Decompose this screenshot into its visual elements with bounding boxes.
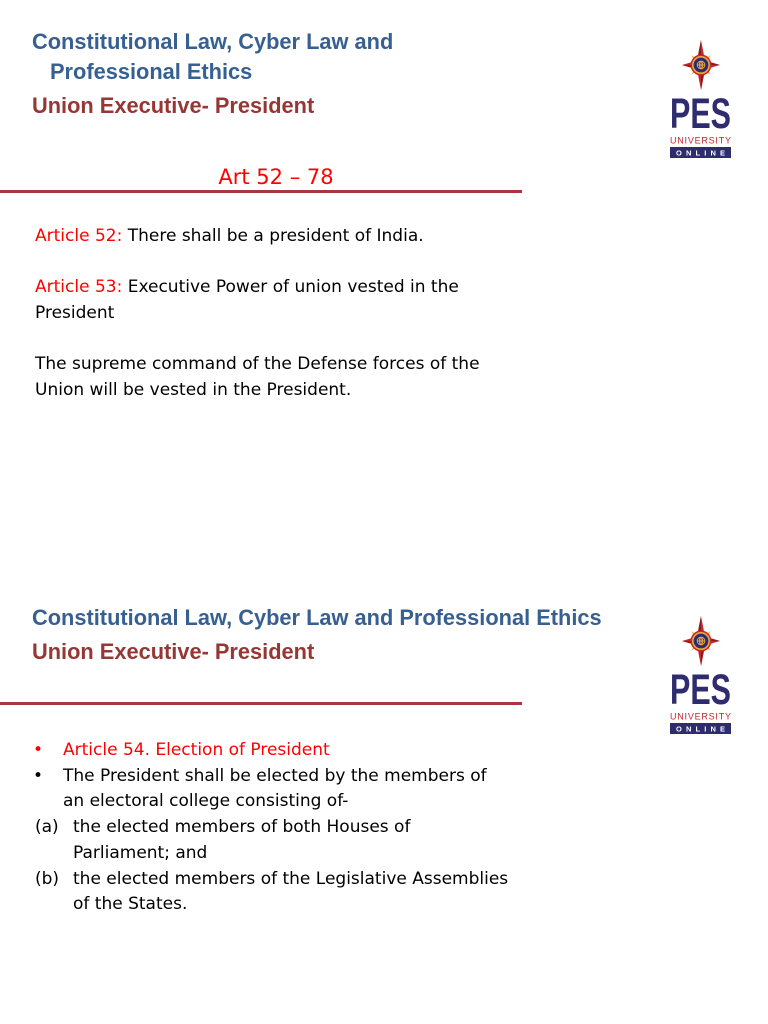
list-item-line: the elected members of the Legislative Assemblies — [73, 868, 509, 889]
paragraph-line: Union will be vested in the President. — [35, 380, 352, 400]
slide-subtitle: Union Executive- President — [32, 639, 315, 664]
paragraph-text: Executive Power of union vested in the — [127, 277, 459, 297]
paragraph-article-53 — [35, 274, 459, 326]
list-item-line: the elected members of both Houses of — [73, 817, 411, 838]
title-divider-rule — [0, 702, 522, 705]
list-item-line: Parliament; and — [73, 842, 208, 863]
slide-title-line-1: Constitutional Law, Cyber Law and — [32, 29, 394, 54]
list-item-b — [0, 867, 560, 918]
bullet-marker: • — [33, 740, 44, 760]
logo-tagline: UNIVERSITY — [670, 711, 731, 722]
paragraph-line: President — [35, 303, 115, 323]
list-item-lines — [0, 867, 560, 918]
list-item-a — [0, 815, 560, 866]
compass-emblem-icon — [682, 616, 720, 666]
logo-wordmark: PES — [670, 666, 731, 714]
bullet-list — [0, 738, 560, 918]
logo-band-text: ONLINE — [676, 148, 725, 158]
compass-emblem-icon — [682, 40, 720, 90]
pes-university-online-logo — [668, 38, 734, 160]
paragraph-line — [35, 274, 459, 300]
article-label: Article 52: — [35, 226, 123, 246]
slide-title: Constitutional Law, Cyber Law and Professional Ethics — [32, 605, 602, 630]
list-item-line: an electoral college consisting of- — [63, 791, 349, 812]
pes-university-online-logo — [668, 614, 734, 736]
letter-marker: (b) — [35, 868, 60, 889]
logo-tagline: UNIVERSITY — [670, 135, 731, 146]
slide-subtitle: Union Executive- President — [32, 93, 315, 118]
article-label: Article 53: — [35, 277, 123, 297]
list-item-election — [0, 764, 560, 815]
slide-2 — [0, 512, 768, 1024]
paragraph-article-52 — [35, 223, 424, 249]
list-item-lines — [0, 764, 560, 815]
bullet-marker: • — [33, 765, 44, 786]
article-range-heading: Art 52 – 78 — [218, 165, 334, 189]
logo-band-text: ONLINE — [676, 724, 725, 734]
list-item-lines — [0, 815, 560, 866]
paragraph-line: The supreme command of the Defense forces of the — [35, 354, 480, 374]
list-item-article-54 — [0, 738, 560, 764]
paragraph-line — [35, 223, 424, 249]
list-item-line: The President shall be elected by the members of — [63, 765, 487, 786]
paragraph-text: There shall be a president of India. — [127, 226, 424, 246]
paragraph-supreme-command — [35, 351, 480, 403]
title-divider-rule — [0, 190, 522, 193]
list-item-line: Article 54. Election of President — [63, 740, 330, 760]
list-item-lines — [0, 738, 560, 764]
letter-marker: (a) — [35, 817, 59, 838]
slide-title-line-2: Professional Ethics — [50, 59, 253, 84]
list-item-line: of the States. — [73, 894, 188, 915]
logo-wordmark: PES — [670, 90, 731, 138]
